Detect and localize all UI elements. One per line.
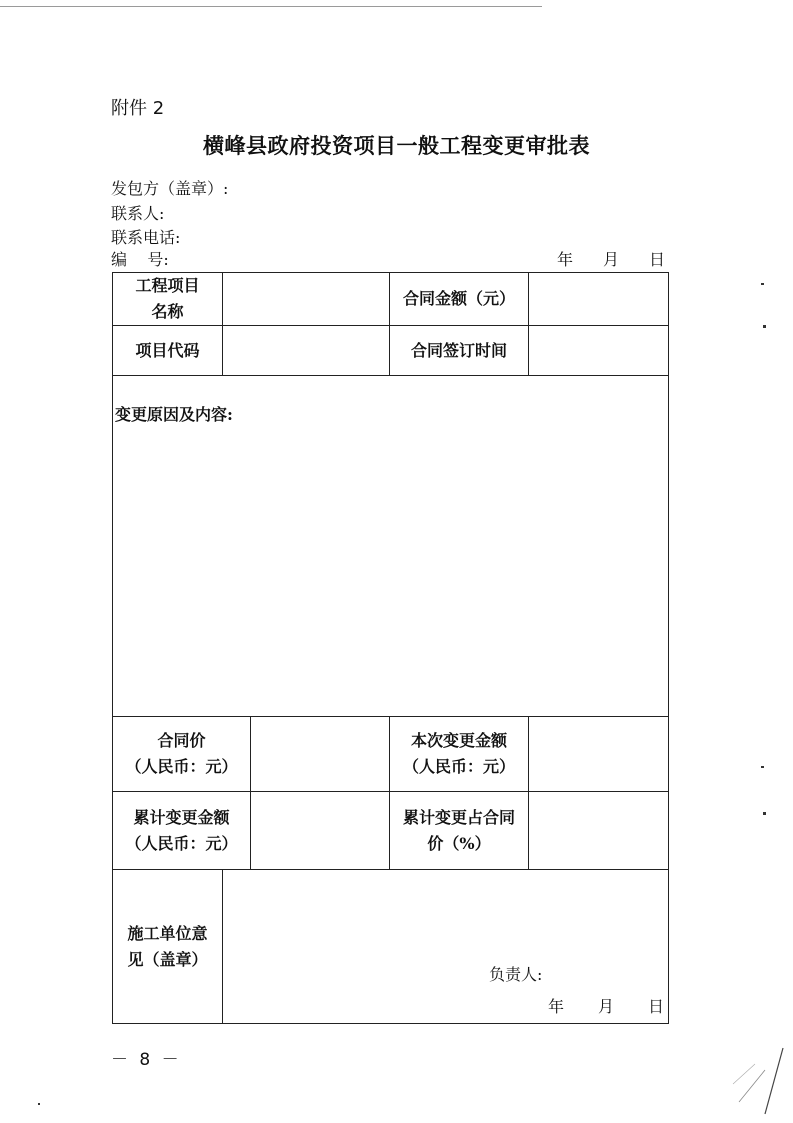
page-number: － 8 － (111, 1050, 182, 1070)
contractor-opinion-label: 施工单位意 见（盖章） (113, 870, 223, 1024)
cumulative-ratio-value[interactable] (529, 792, 669, 870)
scan-speck (763, 325, 766, 328)
date-day: 日 (648, 250, 665, 269)
date-top (557, 247, 665, 270)
phone-field: 联系电话: (111, 228, 181, 247)
contract-sign-time-value[interactable] (529, 326, 669, 376)
employer-field: 发包方（盖章）: (111, 179, 229, 198)
opinion-date (548, 994, 664, 1020)
change-reason-label: 变更原因及内容: (115, 405, 233, 424)
this-change-amount-label: 本次变更金额 （人民币：元） (390, 717, 529, 792)
contract-sign-time-label: 合同签订时间 (390, 326, 529, 376)
cumulative-ratio-label: 累计变更占合同 价（%） (390, 792, 529, 870)
cumulative-change-value[interactable] (251, 792, 390, 870)
opinion-date-day: 日 (647, 997, 664, 1016)
scan-artifact-lines (725, 1040, 785, 1120)
contractor-opinion-cell[interactable] (223, 870, 669, 1024)
scan-speck (763, 812, 766, 815)
cumulative-change-label: 累计变更金额 （人民币：元） (113, 792, 251, 870)
page-title: 横峰县政府投资项目一般工程变更审批表 (203, 133, 590, 158)
attachment-label: 附件 2 (111, 98, 165, 119)
date-year: 年 (556, 250, 573, 269)
scan-speck (38, 1103, 40, 1105)
contract-price-label: 合同价 （人民币：元） (113, 717, 251, 792)
contract-amount-label: 合同金额（元） (390, 273, 529, 326)
contact-field: 联系人: (111, 204, 165, 223)
scan-speck (761, 283, 764, 285)
contract-price-value[interactable] (251, 717, 390, 792)
number-field: 编 号: (111, 250, 169, 269)
this-change-amount-value[interactable] (529, 717, 669, 792)
opinion-date-month: 月 (597, 997, 614, 1016)
top-scan-line (0, 6, 542, 7)
opinion-date-year: 年 (547, 997, 564, 1016)
project-code-label: 项目代码 (113, 326, 223, 376)
scan-speck (761, 766, 764, 768)
project-name-label: 工程项目 名称 (113, 273, 223, 326)
project-code-value[interactable] (223, 326, 390, 376)
date-month: 月 (602, 250, 619, 269)
project-name-value[interactable] (223, 273, 390, 326)
approval-form-table (112, 272, 669, 1024)
responsible-person-label: 负责人: (489, 965, 543, 984)
change-reason-cell[interactable] (113, 376, 669, 717)
contract-amount-value[interactable] (529, 273, 669, 326)
